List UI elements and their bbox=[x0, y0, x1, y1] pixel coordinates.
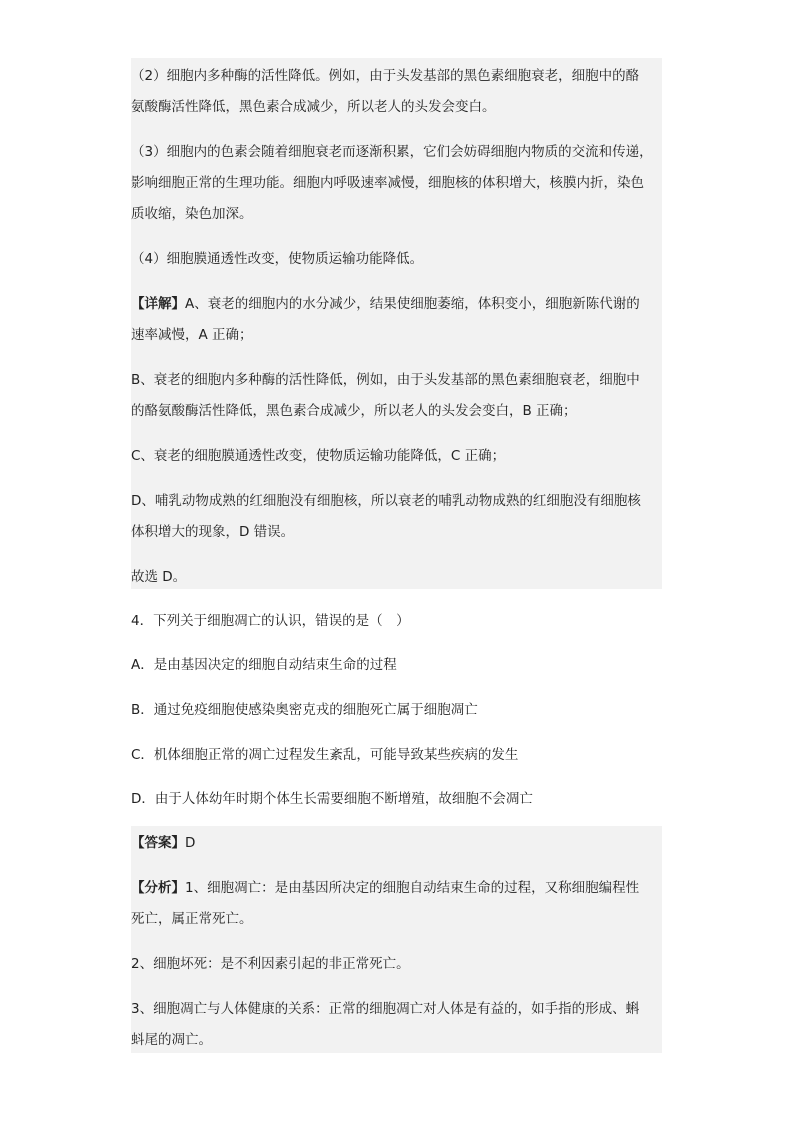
analysis-1-line2: 死亡，属正常死亡。 bbox=[131, 911, 253, 927]
analysis-1-text: 1、细胞凋亡：是由基因所决定的细胞自动结束生命的过程，又称细胞编程性 bbox=[185, 880, 640, 896]
question4-option-d: D．由于人体幼年时期个体生长需要细胞不断增殖，故细胞不会凋亡 bbox=[131, 791, 533, 807]
detail-label: 【详解】 bbox=[131, 296, 185, 312]
detail-c-line1: C、衰老的细胞膜通透性改变，使物质运输功能降低，C 正确； bbox=[131, 448, 506, 464]
question4-option-b: B．通过免疫细胞使感染奥密克戎的细胞死亡属于细胞凋亡 bbox=[131, 702, 478, 718]
explanation-p4-line1: （4）细胞膜通透性改变，使物质运输功能降低。 bbox=[131, 251, 424, 267]
detail-b-line2: 的酪氨酸酶活性降低，黑色素合成减少，所以老人的头发会变白，B 正确； bbox=[131, 403, 577, 419]
explanation-p2-line2: 氨酸酶活性降低，黑色素合成减少，所以老人的头发会变白。 bbox=[131, 99, 496, 115]
conclusion-text: 故选 D。 bbox=[131, 569, 187, 585]
detail-d-line2: 体积增大的现象，D 错误。 bbox=[131, 524, 295, 540]
analysis-1-line1 bbox=[131, 878, 639, 898]
explanation-p3-line1: （3）细胞内的色素会随着细胞衰老而逐渐积累，它们会妨碍细胞内物质的交流和传递， bbox=[131, 144, 653, 160]
detail-a-line1 bbox=[131, 294, 640, 314]
analysis-label: 【分析】 bbox=[131, 880, 185, 896]
explanation-p2-line1: （2）细胞内多种酶的活性降低。例如，由于头发基部的黑色素细胞衰老，细胞中的酪 bbox=[131, 68, 640, 84]
explanation-p3-line2: 影响细胞正常的生理功能。细胞内呼吸速率减慢，细胞核的体积增大，核膜内折，染色 bbox=[131, 175, 644, 191]
question4-option-c: C．机体细胞正常的凋亡过程发生紊乱，可能导致某些疾病的发生 bbox=[131, 747, 519, 763]
answer-line bbox=[131, 833, 195, 853]
question4-stem: 4．下列关于细胞凋亡的认识，错误的是（ ） bbox=[131, 613, 410, 629]
explanation-p3-line3: 质收缩，染色加深。 bbox=[131, 206, 253, 222]
detail-d-line1: D、哺乳动物成熟的红细胞没有细胞核，所以衰老的哺乳动物成熟的红细胞没有细胞核 bbox=[131, 493, 641, 509]
analysis-3-line1: 3、细胞凋亡与人体健康的关系：正常的细胞凋亡对人体是有益的，如手指的形成、蝌 bbox=[131, 1001, 640, 1017]
detail-a-line2: 速率减慢，A 正确； bbox=[131, 327, 253, 343]
answer-value: D bbox=[185, 835, 196, 851]
analysis-2-line1: 2、细胞坏死：是不利因素引起的非正常死亡。 bbox=[131, 956, 410, 972]
analysis-3-line2: 蚪尾的凋亡。 bbox=[131, 1032, 212, 1048]
answer-label: 【答案】 bbox=[131, 835, 185, 851]
detail-a-text: A、衰老的细胞内的水分减少，结果使细胞萎缩，体积变小，细胞新陈代谢的 bbox=[185, 296, 640, 312]
question4-option-a: A．是由基因决定的细胞自动结束生命的过程 bbox=[131, 657, 397, 673]
detail-b-line1: B、衰老的细胞内多种酶的活性降低，例如，由于头发基部的黑色素细胞衰老，细胞中 bbox=[131, 372, 640, 388]
